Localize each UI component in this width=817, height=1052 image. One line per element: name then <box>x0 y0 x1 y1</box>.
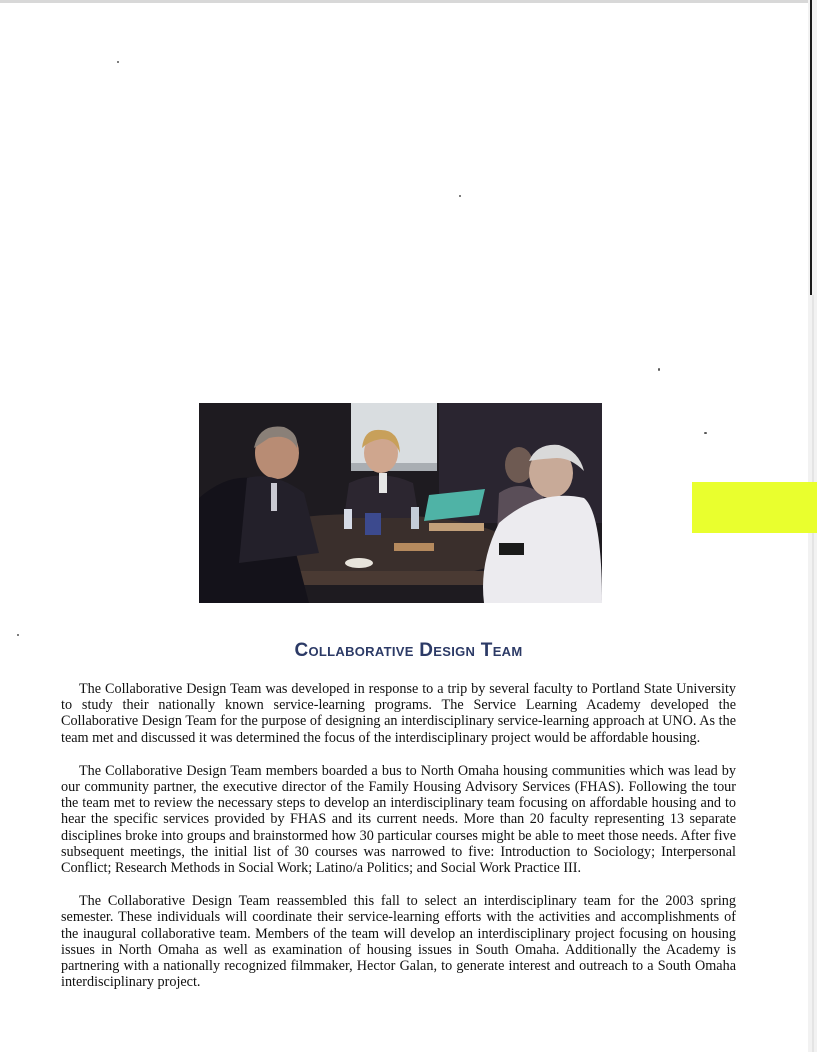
scan-page-edge-shadow <box>810 0 812 295</box>
scan-speck <box>704 432 707 434</box>
paragraph-2: The Collaborative Design Team members boarded a bus to North Omaha housing communities which was lead by our community partner, the executive director of the Family Housing Advisory Services (FHAS). Following the tour the team met to review the necessary steps to develop an interdisciplinary team focusing on affordable housing and to hear the specific services provided by FHAS and its current needs. More than 20 faculty representing 13 separate disciplines broke into groups and brainstormed how 30 particular courses might be able to meet those needs. After five subsequent meetings, the initial list of 30 courses was narrowed to five: Introduction to Sociology; Interpersonal Conflict; Research Methods in Social Work; Latino/a Politics; and Social Work Practice III. <box>61 762 736 877</box>
paragraph-1: The Collaborative Design Team was developed in response to a trip by several faculty to Portland State University to study their nationally known service-learning programs. The Service Learning Academy developed the Collaborative Design Team for the purpose of designing an interdisciplinary service-learning approach at UNO. As the team met and discussed it was determined the focus of the interdisciplinary project would be affordable housing. <box>61 681 736 746</box>
scan-page-edge <box>812 295 814 1052</box>
scan-speck <box>117 61 119 63</box>
sticky-note-tab <box>692 482 817 533</box>
scan-edge-top <box>0 0 817 3</box>
section-title: Collaborative Design Team <box>294 640 523 661</box>
paragraph-3: The Collaborative Design Team reassembled this fall to select an interdisciplinary team for the 2003 spring semester. These individuals will coordinate their service-learning efforts with the activities and accomplishments of the inaugural collaborative team. Members of the team will develop an interdisciplinary project focusing on housing issues in North Omaha as well as examination of housing issues in South Omaha. Additionally the Academy is partnering with a nationally recognized filmmaker, Hector Galan, to generate interest and outreach to a South Omaha interdisciplinary project. <box>61 893 736 991</box>
scan-speck <box>17 634 19 636</box>
scan-speck <box>658 368 660 371</box>
scan-speck <box>459 195 461 197</box>
meeting-photo <box>199 403 602 603</box>
body-text <box>61 681 736 1007</box>
